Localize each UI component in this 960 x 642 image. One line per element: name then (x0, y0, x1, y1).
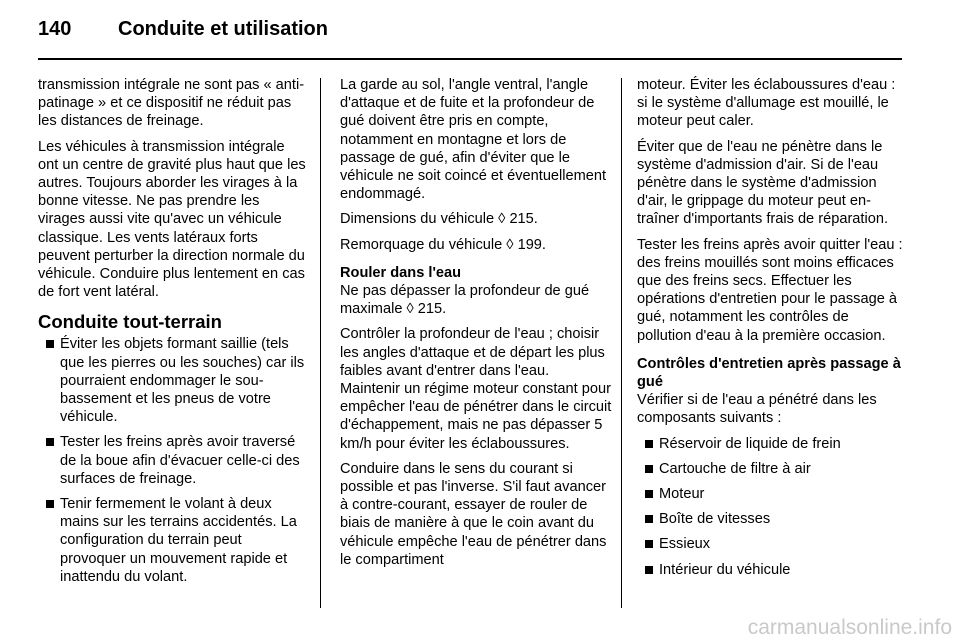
column-1 (38, 76, 308, 593)
list-item: Tester les freins après avoir traversé de la boue afin d'évacuer celle-ci des surfaces de freinage. (38, 433, 308, 488)
header-rule (38, 58, 902, 60)
bullet-square-icon (46, 340, 54, 348)
list-item: Moteur (637, 485, 907, 503)
page-number: 140 (38, 18, 72, 40)
bullet-square-icon (46, 500, 54, 508)
bullet-square-icon (645, 490, 653, 498)
cross-reference: Remorquage du véhicule ◊ 199. (340, 236, 546, 253)
list-item: Intérieur du véhicule (637, 561, 907, 579)
paragraph: Contrôler la profondeur de l'eau ; choisir les angles d'attaque et de départ les plus faibles avant d'entrer dans l'eau. Maintenir un régime moteur constant pour empêcher l'eau de pénétrer dans le circuit d'échappement, mais ne pas dépasser 5 km/h pour éviter les éclaboussures. (340, 326, 612, 452)
cross-reference: Dimensions du véhicule ◊ 215. (340, 211, 538, 228)
section-heading: Rouler dans l'eau (340, 264, 462, 281)
paragraph: Éviter que de l'eau ne pénètre dans le système d'admission d'air. Si de l'eau pénètre dans le système d'admission d'air, le grippage du moteur peut entraîner d'importants frais de réparation. (637, 138, 889, 228)
section-heading: Contrôles d'entretien après passage à gué (637, 355, 901, 391)
bullet-square-icon (645, 465, 653, 473)
list-item: Boîte de vitesses (637, 510, 907, 528)
paragraph: Conduire dans le sens du courant si possible et pas l'inverse. S'il faut avancer à contre-courant, essayer de rouler de biais de manière à que le coin avant du véhicule empêche l'eau de pénétrer dans le compartiment (340, 460, 607, 568)
paragraph: transmission intégrale ne sont pas « anti-patinage » et ce dispositif ne réduit pas les distances de freinage. (38, 77, 305, 130)
bullet-square-icon (645, 440, 653, 448)
list-item: Cartouche de filtre à air (637, 460, 907, 478)
bullet-square-icon (46, 438, 54, 446)
paragraph: moteur. Éviter les éclaboussures d'eau : si le système d'allumage est mouillé, le moteur peut caler. (637, 77, 896, 130)
paragraph: Vérifier si de l'eau a pénétré dans les composants suivants : (637, 392, 877, 427)
bullet-square-icon (645, 566, 653, 574)
bullet-square-icon (645, 540, 653, 548)
paragraph: Ne pas dépasser la profondeur de gué maximale ◊ 215. (340, 283, 590, 318)
column-2 (340, 76, 612, 576)
section-heading: Conduite tout-terrain (38, 311, 222, 333)
paragraph: Tester les freins après avoir quitter l'eau : des freins mouillés sont moins efficaces que des freins secs. Effectuer les opérations d'entretien pour le passage à gué, notamment les contrôles de pollution d'eau à la première occasion. (637, 236, 903, 344)
list-item: Tenir fermement le volant à deux mains sur les terrains accidentés. La configuration du terrain peut provoquer un mouvement rapide et inattendu du volant. (38, 495, 308, 586)
column-3 (637, 76, 907, 586)
bullet-square-icon (645, 515, 653, 523)
column-divider (320, 78, 321, 608)
list-item: Essieux (637, 535, 907, 553)
paragraph: Les véhicules à transmission intégrale ont un centre de gravité plus haut que les autres. Toujours aborder les virages à la bonne vitesse. Ne pas prendre les virages aussi vite qu'avec un véhicule classique. Les vents latéraux forts peuvent perturber la direction normale du véhicule. Conduire plus lentement en cas de fort vent latéral. (38, 138, 306, 301)
paragraph: La garde au sol, l'angle ventral, l'angle d'attaque et de fuite et la profondeur de gué doivent être pris en compte, notamment en montagne et lors de passage de gué, afin d'éviter que le véhicule ne soit coincé et éventuellement endommagé. (340, 77, 607, 203)
list-item: Éviter les objets formant saillie (tels que les pierres ou les souches) car ils pourraient endommager le soubassement et les pneus de votre véhicule. (38, 335, 308, 426)
list-item: Réservoir de liquide de frein (637, 435, 907, 453)
column-divider (621, 78, 622, 608)
page-title: Conduite et utilisation (118, 18, 328, 40)
watermark: carmanualsonline.info (747, 616, 952, 639)
